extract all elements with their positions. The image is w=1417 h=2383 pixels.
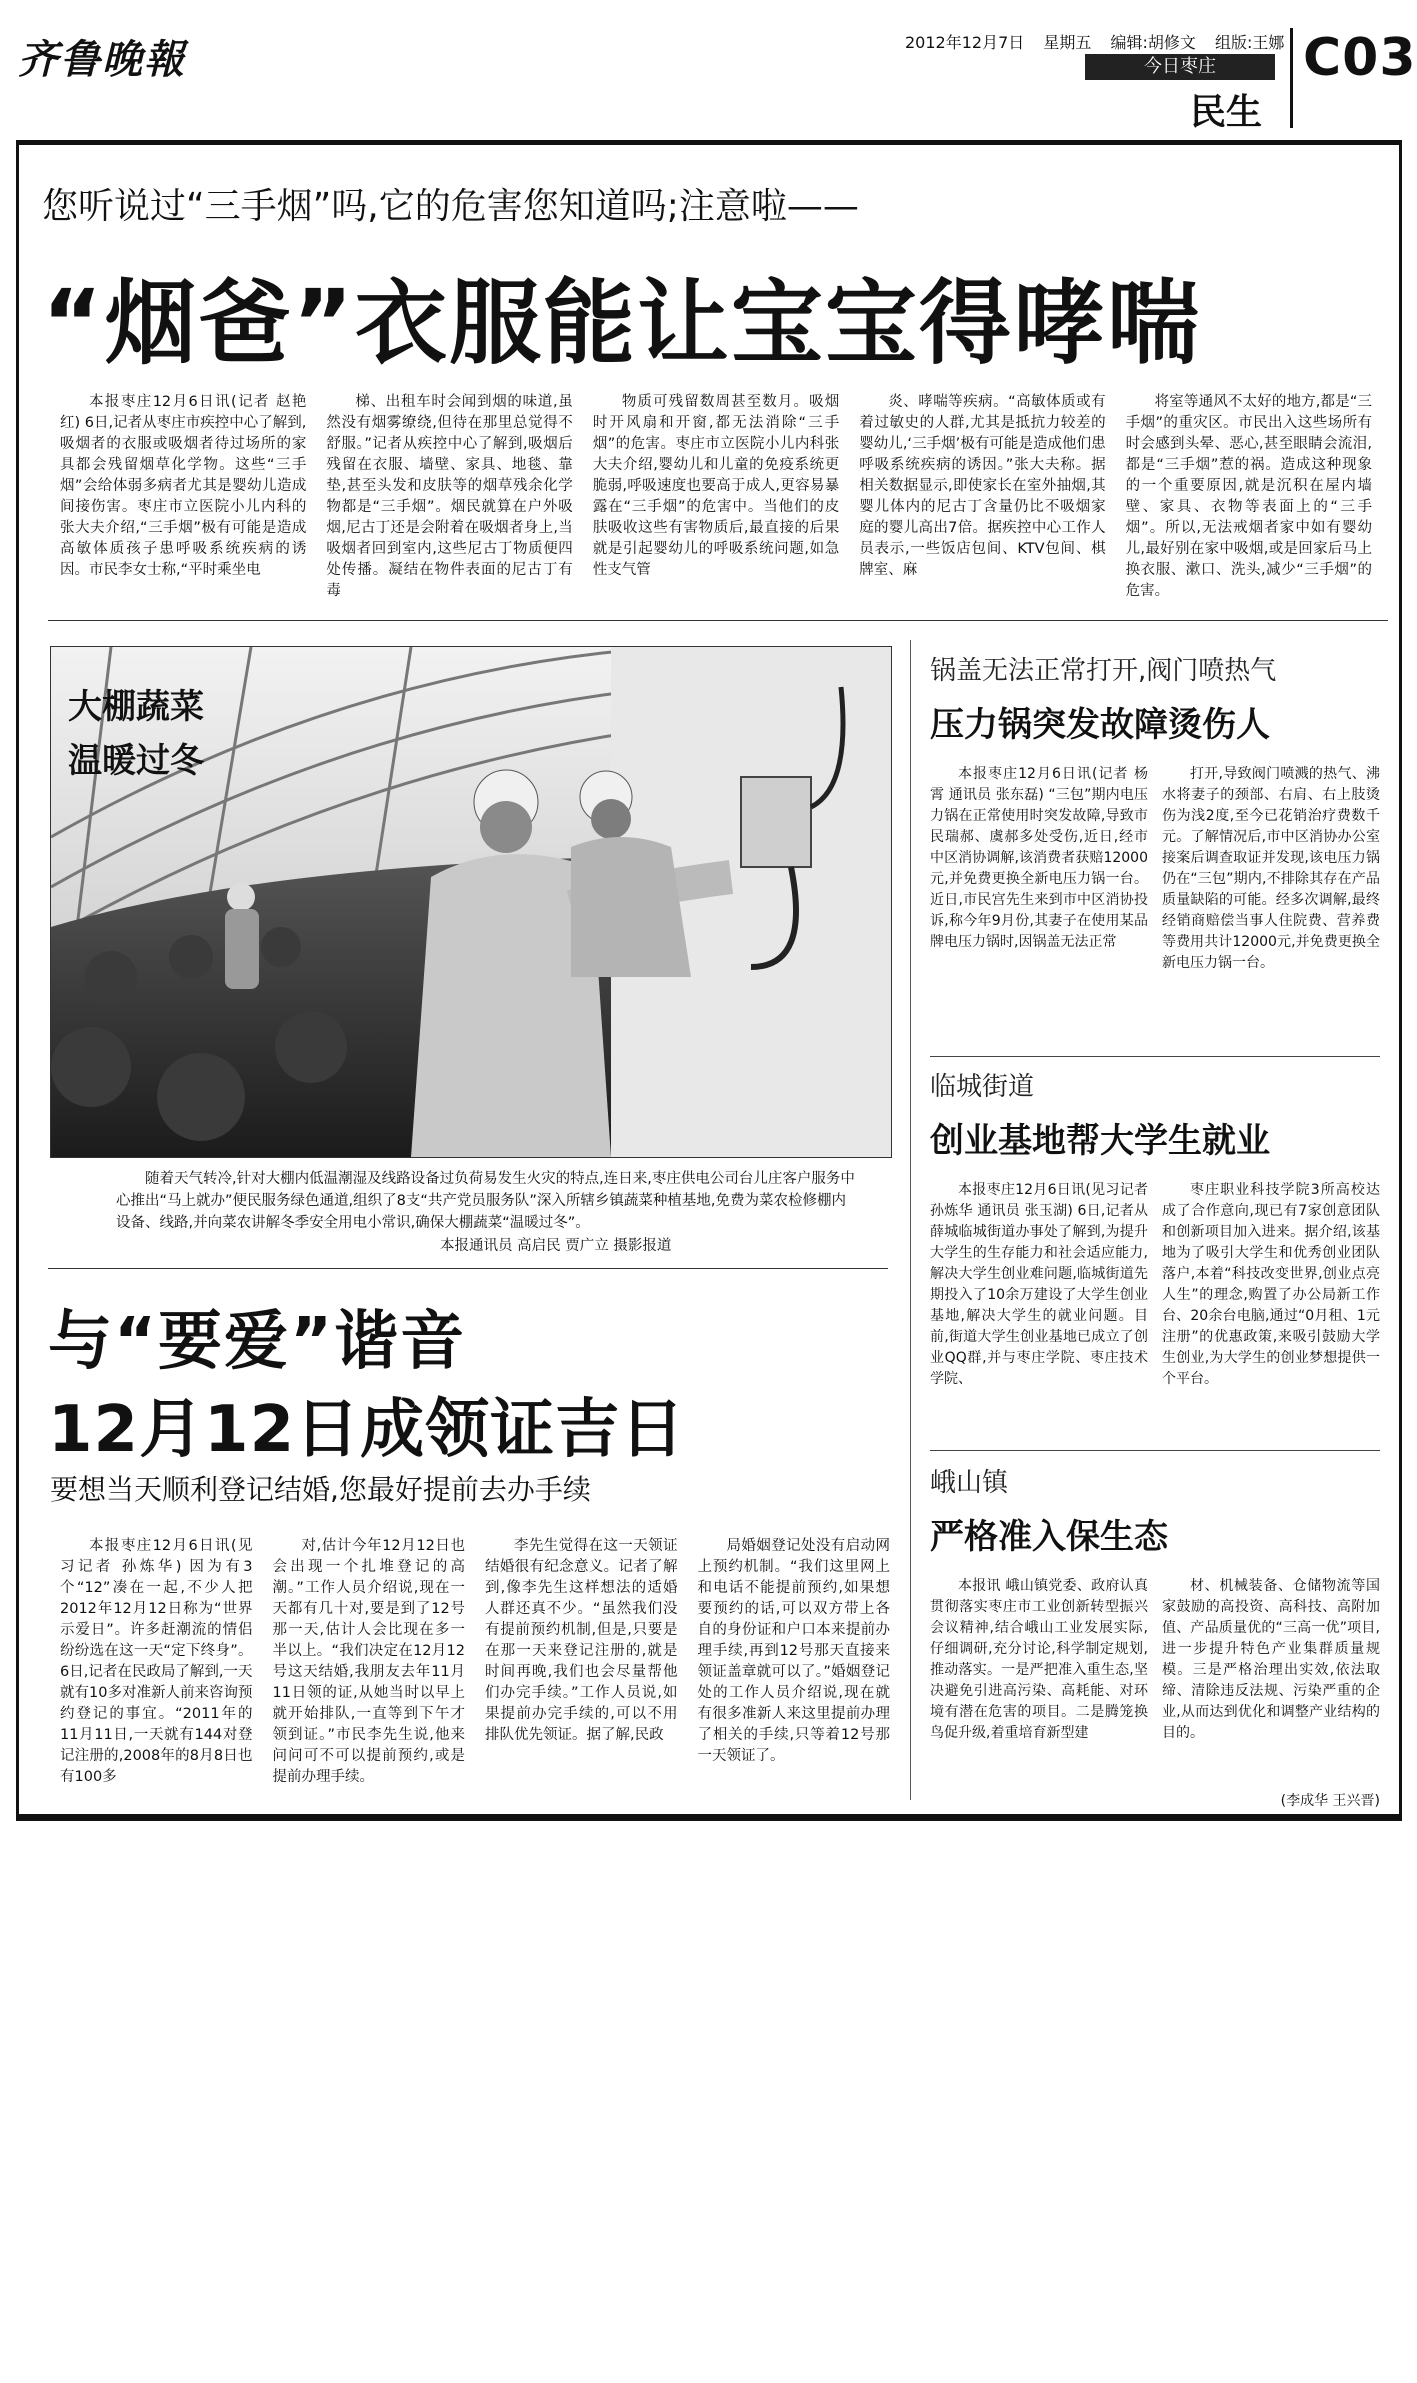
lead-headline: “烟爸”衣服能让宝宝得哮喘 (42, 270, 1201, 377)
lead-column: 将室等通风不太好的地方,都是“三手烟”的重灾区。市民出入这些场所有时会感到头晕、恶心,甚至眼睛会流泪,都是“三手烟”惹的祸。造成这种现象的一个重要原因,就是沉积在屋内墙壁、家具、衣物等表面上的“三手烟”。所以,无法戒烟者家中如有婴幼儿,最好别在家中吸烟,或是回家后马上换衣服、漱口、洗头,减少“三手烟”的危害。 (1125, 394, 1372, 599)
lead-column: 本报枣庄12月6日讯(记者 赵艳红) 6日,记者从枣庄市疾控中心了解到,吸烟者的衣服或吸烟者待过场所的家具都会残留烟草化学物。这些“三手烟”会给体弱多病者尤其是婴幼儿造成间接伤害。枣庄市立医院小儿内科的张大夫介绍,“三手烟”极有可能是造成高敏体质孩子患呼吸系统疾病的诱因。市民李女士称,“平时乘坐电 (60, 394, 307, 578)
brief-pressure-cooker: 锅盖无法正常打开,阀门喷热气 压力锅突发故障烫伤人 本报枣庄12月6日讯(记者 杨霄 通讯员 张东磊) “三包”期内电压力锅在正常使用时突发故障,导致市民瑞郝、虞郝多处受伤,近日,经市中区消协调解,该消费者获赔12000元,并免费更换全新电压力锅一台。近日,市民宫先生来到市中区消协投诉,称今年9月份,其妻子在使用某品牌电压力锅时,因锅盖无法正常 打开,导致阀门喷溅的热气、沸水将妻子的颈部、右肩、右上肢烫伤为浅2度,至今已花销治疗费数千元。了解情况后,市中区消协办公室接案后调查取证并发现,该电压力锅仍在“三包”期内,不排除其存在产品质量缺陷的可能。经多次调解,最终经销商赔偿当事人住院费、营养费等费用共计12000元,并免费更换全新电压力锅一台。 (930, 650, 1380, 1050)
lead-kicker: 您听说过“三手烟”吗,它的危害您知道吗;注意啦—— (42, 186, 859, 227)
brief-headline: 压力锅突发故障烫伤人 (930, 705, 1270, 745)
lead-column: 炎、哮喘等疾病。“高敏体质或有着过敏史的人群,尤其是抵抗力较差的婴幼儿,‘三手烟’极有可能是造成他们患呼吸系统疾病的诱因。”张大夫称。据相关数据显示,即使家长在室外抽烟,其婴儿体内的尼古丁含量仍比不吸烟家庭的婴儿高出7倍。据疾控中心工作人员表示,一些饭店包间、KTV包间、棋牌室、麻 (859, 394, 1106, 578)
issue-date: 2012年12月7日 (905, 33, 1025, 52)
story2-column: 本报枣庄12月6日讯(见习记者 孙炼华) 因为有3个“12”凑在一起,不少人把2012年12月12日称为“世界示爱日”。许多赶潮流的情侣纷纷选在这一天“定下终身”。6日,记者在民政局了解到,一天就有10多对准新人前来咨询预约登记的事宜。“2011年的11月11日,一天就有144对登记注册的,2008年的8月8日也有100多 (60, 1538, 253, 1785)
story2-headline-line2: 12月12日成领证吉日 (48, 1393, 686, 1467)
issue-weekday: 星期五 (1043, 33, 1092, 52)
page-number: C03 (1303, 28, 1417, 88)
layout-credit: 组版:王娜 (1214, 33, 1285, 52)
lead-column: 物质可残留数周甚至数月。吸烟时开风扇和开窗,都无法消除“三手烟”的危害。枣庄市立医院小儿内科张大夫介绍,婴幼儿和儿童的免疫系统更脆弱,呼吸速度也要高于成人,更容易暴露在“三手烟”的危害中。当他们的皮肤吸收这些有害物质后,最直接的后果就是引起婴幼儿的呼吸系统问题,如急性支气管 (592, 394, 840, 578)
brief-signoff: (李成华 王兴晋) (1280, 1793, 1380, 1808)
lead-divider (48, 620, 1388, 621)
section-name: 民生 (1190, 92, 1263, 133)
bottom-rule (16, 1814, 1402, 1821)
lead-column: 梯、出租车时会闻到烟的味道,虽然没有烟雾缭绕,但待在那里总觉得不舒服。”记者从疾控中心了解到,吸烟后残留在衣服、墙壁、家具、地毯、靠垫,甚至头发和皮肤等的烟草残余化学物都是“三手烟”。烟民就算在户外吸烟,尼古丁还是会附着在吸烟者身上,当吸烟者回到室内,这些尼古丁物质便四处传播。凝结在物件表面的尼古丁有毒 (326, 394, 573, 599)
brief-headline: 严格准入保生态 (930, 1517, 1168, 1557)
section-bar: 今日枣庄 (1085, 54, 1275, 80)
editor-credit: 编辑:胡修文 (1110, 33, 1196, 52)
brief-kicker: 临城街道 (930, 1072, 1035, 1102)
story2-subhead: 要想当天顺利登记结婚,您最好提前去办手续 (50, 1473, 591, 1506)
brief-eshan-town: 峨山镇 严格准入保生态 本报讯 峨山镇党委、政府认真贯彻落实枣庄市工业创新转型振兴会议精神,结合峨山工业发展实际,仔细调研,充分讨论,科学制定规划,推动落实。一是严把准入重生态,坚决避免引进高污染、高耗能、对环境有潜在危害的项目。二是腾笼换鸟促升级,着重培育新型建 材、机械装备、仓储物流等国家鼓励的高投资、高科技、高附加值、产品质量优的“三高一优”项目,进一步提升特色产业集群质量规模。三是严格治理出实效,依法取缔、清除违反法规、污染严重的企业,从而达到优化和调整产业结构的目的。 (李成华 王兴晋) (930, 1462, 1380, 1808)
story2-column: 李先生觉得在这一天领证结婚很有纪念意义。记者了解到,像李先生这样想法的适婚人群还真不少。“虽然我们没有提前预约机制,但是,只要是在那一天来登记注册的,就是时间再晚,我们也会尽量帮他们办完手续。”工作人员说,如果提前办完手续的,可以不用排队优先领证。据了解,民政 (485, 1538, 678, 1743)
masthead-divider (1290, 28, 1293, 128)
photo-divider (48, 1268, 888, 1269)
photo-title: 大棚蔬菜 温暖过冬 (68, 687, 204, 781)
issue-meta (905, 30, 1298, 53)
brief-divider (930, 1450, 1380, 1451)
brief-startup-base: 临城街道 创业基地帮大学生就业 本报枣庄12月6日讯(见习记者 孙炼华 通讯员 张玉湖) 6日,记者从薛城临城街道办事处了解到,为提升大学生的生存能力和社会适应能力,解决大学生创业难问题,临城街道先期投入了10余万建设了大学生创业基地,解决大学生的就业问题。目前,街道大学生创业基地已成立了创业QQ群,并与枣庄学院、枣庄技术学院、 枣庄职业科技学院3所高校达成了合作意向,现已有7家创意团队和创新项目加入进来。据介绍,该基地为了吸引大学生和优秀创业团队落户,本着“科技改变世界,创业点亮人生”的理念,购置了办公局新工作台、20余台电脑,通过“0月租、1元注册”的优惠政策,来吸引鼓励大学生创业,为大学生的创业梦想提供一个平台。 (930, 1066, 1380, 1446)
brief-divider (930, 1056, 1380, 1057)
lead-body (60, 392, 1372, 602)
story2-column: 局婚姻登记处没有启动网上预约机制。“我们这里网上和电话不能提前预约,如果想要预约的话,可以双方带上各自的身份证和户口本来提前办理手续,再到12号那天直接来领证盖章就可以了。”婚姻登记处的工作人员介绍说,现在就有很多准新人来这里提前办理了相关的手续,只等着12号那一天领证了。 (697, 1538, 890, 1764)
brief-kicker: 峨山镇 (930, 1468, 1009, 1498)
brief-headline: 创业基地帮大学生就业 (930, 1121, 1270, 1161)
brief-kicker: 锅盖无法正常打开,阀门喷热气 (930, 656, 1277, 686)
photo-credit: 本报通讯员 高启民 贾广立 摄影报道 (440, 1238, 672, 1254)
story2-column: 对,估计今年12月12日也会出现一个扎堆登记的高潮。”工作人员介绍说,现在一天都有几十对,要是到了12号那一天,估计人会比现在多一半以上。“我们决定在12月12号这天结婚,我朋友去年11月11日领的证,从她当时以早上就开始排队,一直等到下午才领到证。”市民李先生说,他来问问可不可以提前预约,或是提前办理手续。 (272, 1538, 465, 1785)
newspaper-logo: 齐鲁晚報 (18, 36, 186, 83)
photo-caption: 随着天气转冷,针对大棚内低温潮湿及线路设备过负荷易发生火灾的特点,连日来,枣庄供电公司台儿庄客户服务中心推出“马上就办”便民服务绿色通道,组织了8支“共产党员服务队”深入所辖乡镇蔬菜种植基地,免费为菜农检修棚内设备、线路,并向菜农讲解冬季安全用电小常识,确保大棚蔬菜“温暖过冬”。 (116, 1171, 855, 1231)
story2-headline-line1: 与“要爱”谐音 (48, 1305, 467, 1379)
column-separator (910, 640, 911, 1800)
story2-body (60, 1536, 890, 1792)
